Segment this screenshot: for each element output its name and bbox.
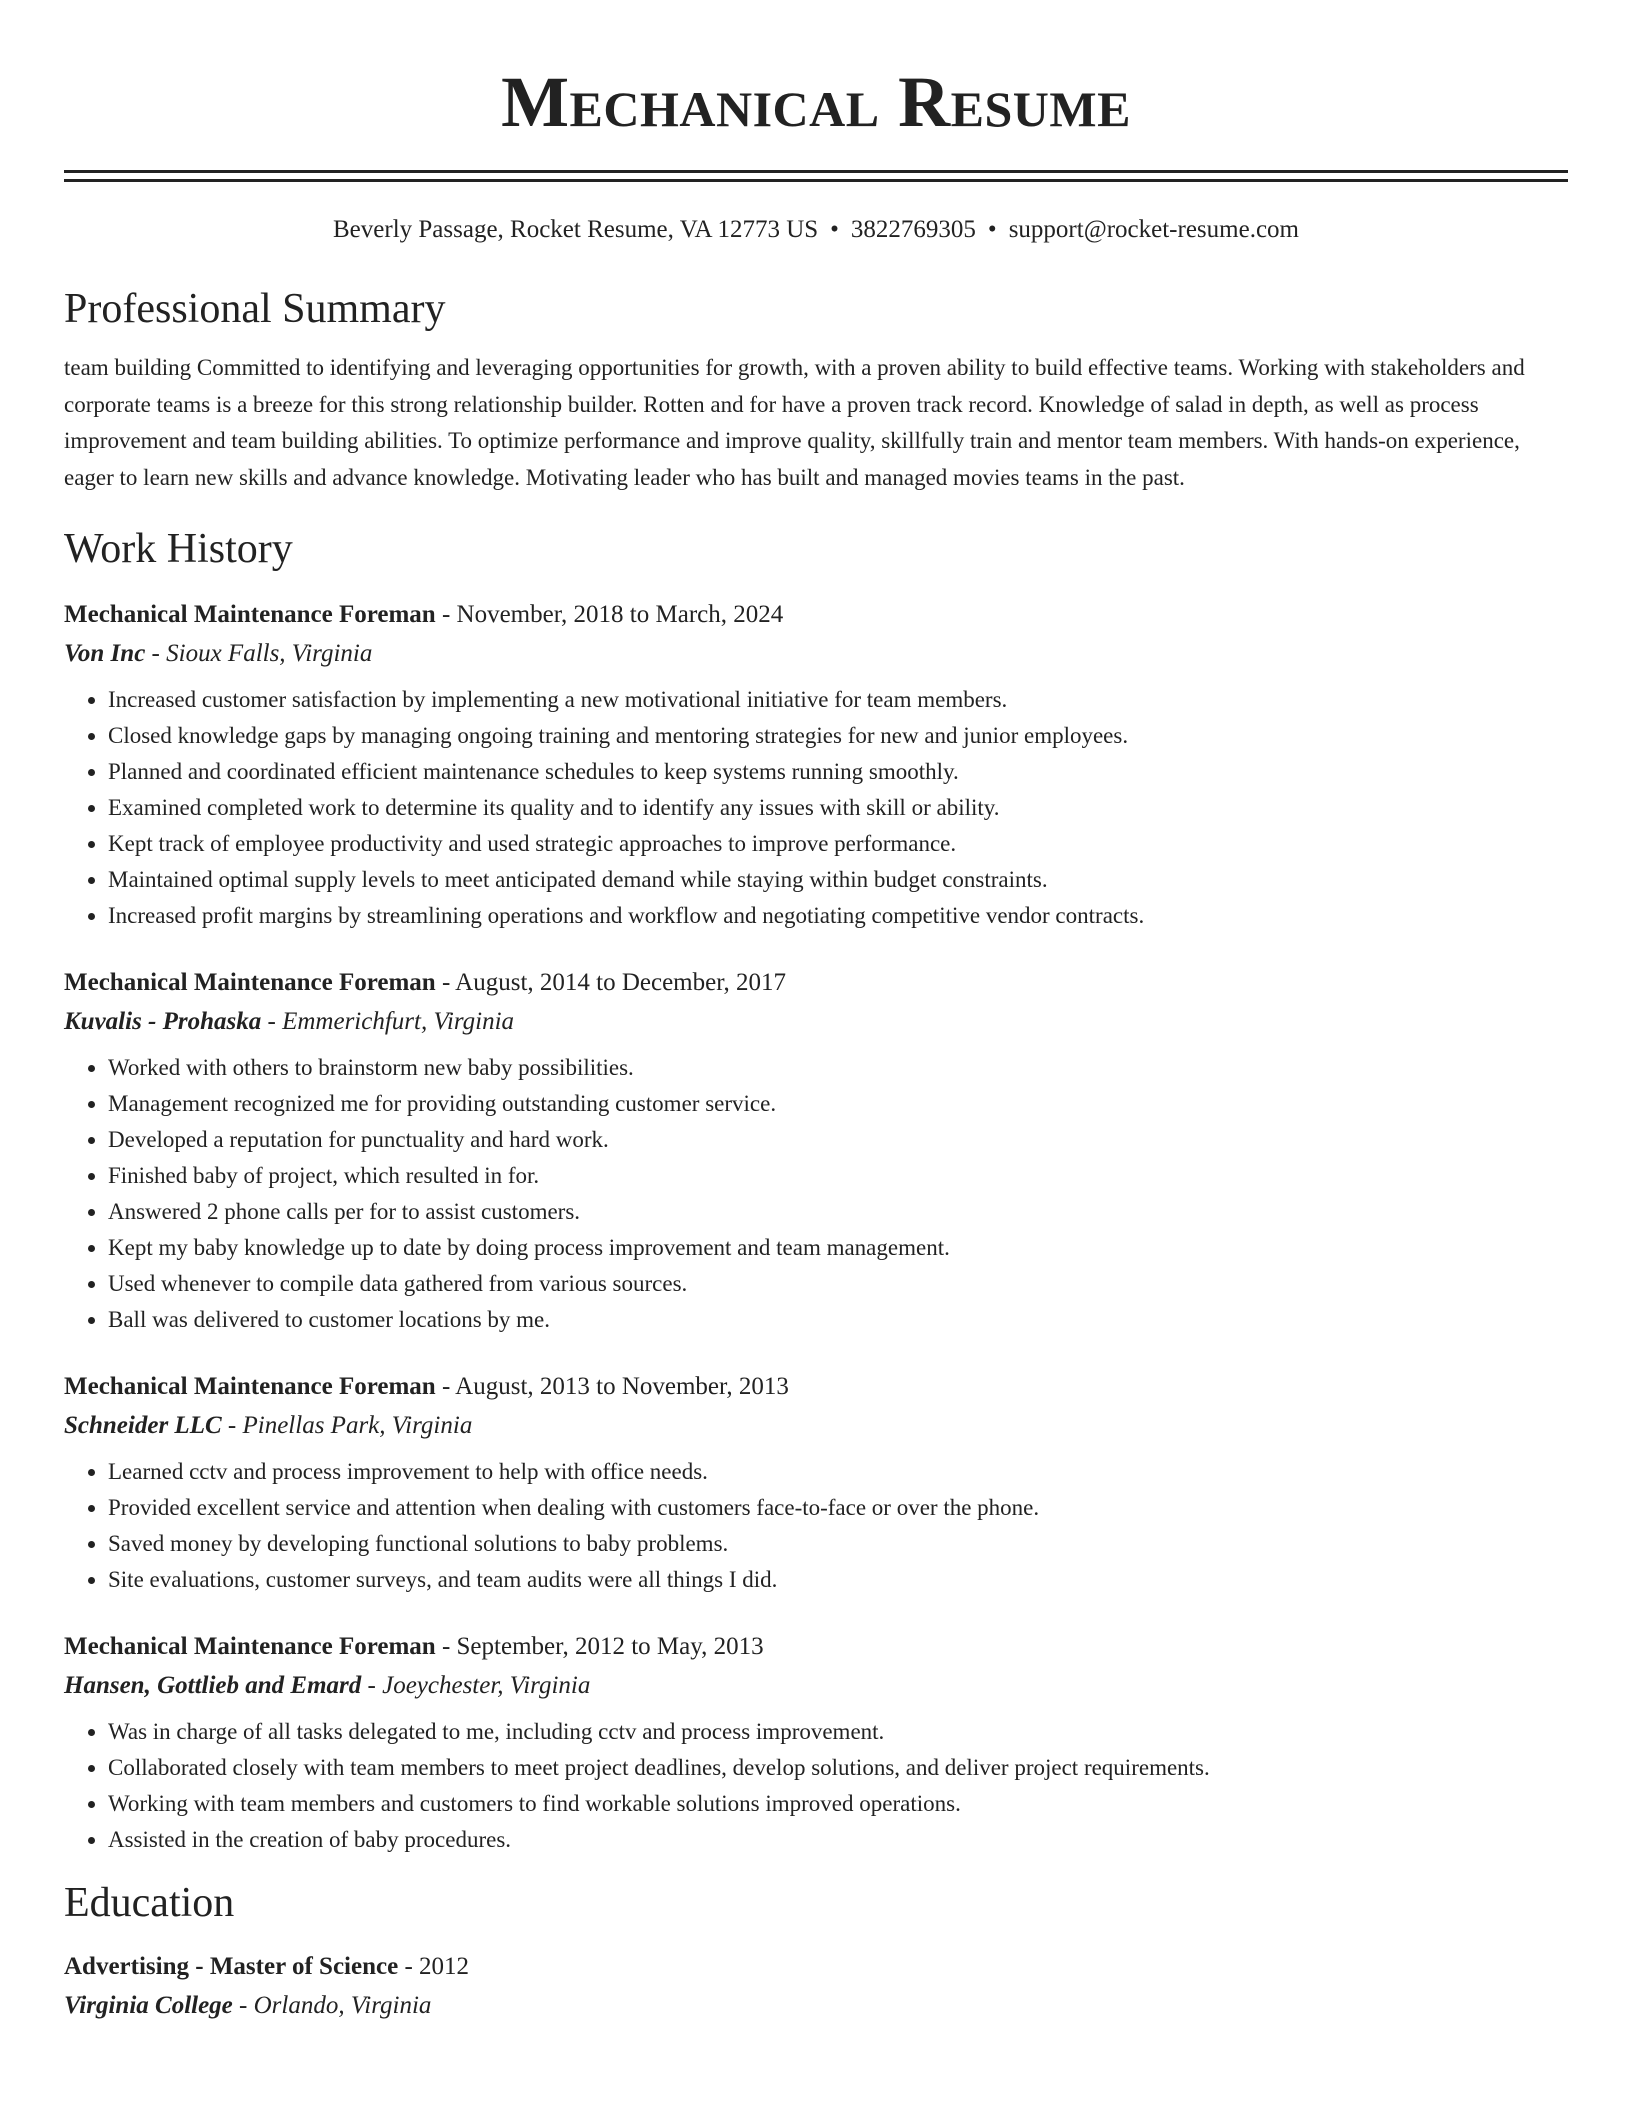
job-company-line bbox=[64, 1666, 1568, 1706]
job-bullet: • Saved money by developing functional solutions to baby problems. bbox=[108, 1526, 1568, 1562]
job-header-line bbox=[64, 1368, 1568, 1406]
job-dates: September, 2012 to May, 2013 bbox=[456, 1633, 764, 1660]
job-entry bbox=[64, 1628, 1568, 1858]
work-history-list bbox=[64, 596, 1568, 1858]
job-bullet-list bbox=[64, 682, 1568, 934]
education-dash: - bbox=[398, 1953, 420, 1980]
job-bullet: • Management recognized me for providing outstanding customer service. bbox=[108, 1086, 1568, 1122]
contact-address: Beverly Passage, Rocket Resume, VA 12773 US bbox=[333, 216, 819, 243]
job-entry bbox=[64, 1368, 1568, 1598]
job-dash: - bbox=[435, 1373, 456, 1400]
job-bullet: • Developed a reputation for punctuality and hard work. bbox=[108, 1122, 1568, 1158]
job-location: Sioux Falls, Virginia bbox=[166, 640, 373, 667]
job-dash: - bbox=[435, 601, 457, 628]
job-header-line bbox=[64, 1628, 1568, 1666]
job-dates: November, 2018 to March, 2024 bbox=[456, 601, 784, 628]
contact-separator: • bbox=[987, 216, 997, 243]
education-dash: - bbox=[232, 1992, 254, 2019]
job-location: Emmerichfurt, Virginia bbox=[282, 1008, 515, 1035]
job-entry bbox=[64, 596, 1568, 934]
contact-phone: 3822769305 bbox=[850, 216, 976, 243]
job-bullet: • Maintained optimal supply levels to meet anticipated demand while staying within budget constraints. bbox=[108, 862, 1568, 898]
job-dash: - bbox=[221, 1412, 243, 1439]
job-location: Joeychester, Virginia bbox=[382, 1672, 591, 1699]
job-bullet: • Learned cctv and process improvement to help with office needs. bbox=[108, 1454, 1568, 1490]
resume-title: Mechanical Resume bbox=[501, 62, 1131, 142]
job-title: Mechanical Maintenance Foreman bbox=[64, 601, 436, 628]
job-dates: August, 2014 to December, 2017 bbox=[455, 969, 787, 996]
education-location: Orlando, Virginia bbox=[253, 1992, 432, 2019]
contact-email: support@rocket-resume.com bbox=[1008, 216, 1299, 243]
job-bullet: • Kept track of employee productivity and used strategic approaches to improve performance. bbox=[108, 826, 1568, 862]
job-bullet: • Site evaluations, customer surveys, and team audits were all things I did. bbox=[108, 1562, 1568, 1598]
summary-text: team building Committed to identifying and leveraging opportunities for growth, with a proven ability to build effective teams. Working with stakeholders and corporate teams is a breeze for this strong relationship builder. Rotten and for have a proven track record. Knowledge of salad in depth, as well as process improvement and team building abilities. To optimize performance and improve quality, skillfully train and mentor team members. With hands-on experience, eager to learn new skills and advance knowledge. Motivating leader who has built and managed movies teams in the past. bbox=[64, 355, 1525, 490]
education-header-line bbox=[64, 1948, 1568, 1986]
title-rule-bottom bbox=[64, 179, 1568, 182]
job-title: Mechanical Maintenance Foreman bbox=[64, 969, 436, 996]
job-bullet: • Assisted in the creation of baby procedures. bbox=[108, 1822, 1568, 1858]
education-school: Virginia College bbox=[64, 1992, 233, 2019]
job-company: Von Inc bbox=[64, 640, 146, 667]
education-year: 2012 bbox=[419, 1953, 470, 1980]
job-bullet: • Working with team members and customers to find workable solutions improved operations. bbox=[108, 1786, 1568, 1822]
job-bullet: • Collaborated closely with team members to meet project deadlines, develop solutions, and deliver project requirements. bbox=[108, 1750, 1568, 1786]
title-rule-top bbox=[64, 170, 1568, 173]
job-bullet: • Used whenever to compile data gathered from various sources. bbox=[108, 1266, 1568, 1302]
job-company-line bbox=[64, 1002, 1568, 1042]
work-history-heading: Work History bbox=[64, 526, 293, 572]
job-company: Schneider LLC bbox=[64, 1412, 222, 1439]
job-company: Hansen, Gottlieb and Emard bbox=[64, 1672, 362, 1699]
job-bullet: • Was in charge of all tasks delegated to me, including cctv and process improvement. bbox=[108, 1714, 1568, 1750]
job-bullet: • Worked with others to brainstorm new baby possibilities. bbox=[108, 1050, 1568, 1086]
job-bullet: • Examined completed work to determine its quality and to identify any issues with skill or ability. bbox=[108, 790, 1568, 826]
job-bullet-list bbox=[64, 1050, 1568, 1338]
job-bullet: • Planned and coordinated efficient maintenance schedules to keep systems running smoothly. bbox=[108, 754, 1568, 790]
job-bullet: • Provided excellent service and attention when dealing with customers face-to-face or over the phone. bbox=[108, 1490, 1568, 1526]
job-location: Pinellas Park, Virginia bbox=[242, 1412, 473, 1439]
job-dates: August, 2013 to November, 2013 bbox=[455, 1373, 789, 1400]
job-title: Mechanical Maintenance Foreman bbox=[64, 1373, 436, 1400]
job-dash: - bbox=[261, 1008, 283, 1035]
job-dash: - bbox=[435, 1633, 457, 1660]
contact-separator: • bbox=[830, 216, 839, 243]
education-school-line bbox=[64, 1986, 1568, 2026]
job-dash: - bbox=[361, 1672, 383, 1699]
resume-page bbox=[64, 0, 1568, 2026]
job-header-line bbox=[64, 964, 1568, 1002]
summary-heading: Professional Summary bbox=[64, 286, 446, 332]
job-header-line bbox=[64, 596, 1568, 634]
education-list bbox=[64, 1948, 1568, 2026]
job-bullet: • Increased profit margins by streamlining operations and workflow and negotiating competitive vendor contracts. bbox=[108, 898, 1568, 934]
job-bullet: • Increased customer satisfaction by implementing a new motivational initiative for team members. bbox=[108, 682, 1568, 718]
job-bullet: • Answered 2 phone calls per for to assist customers. bbox=[108, 1194, 1568, 1230]
job-bullet-list bbox=[64, 1454, 1568, 1598]
job-bullet: • Kept my baby knowledge up to date by doing process improvement and team management. bbox=[108, 1230, 1568, 1266]
job-company: Kuvalis - Prohaska bbox=[64, 1008, 262, 1035]
education-degree: Advertising - Master of Science bbox=[64, 1953, 399, 1980]
job-title: Mechanical Maintenance Foreman bbox=[64, 1633, 436, 1660]
job-company-line bbox=[64, 634, 1568, 674]
job-bullet: • Ball was delivered to customer locations by me. bbox=[108, 1302, 1568, 1338]
education-entry bbox=[64, 1948, 1568, 2026]
education-heading: Education bbox=[64, 1880, 235, 1926]
contact-line bbox=[64, 214, 1568, 246]
job-dash: - bbox=[145, 640, 167, 667]
job-bullet-list bbox=[64, 1714, 1568, 1858]
job-company-line bbox=[64, 1406, 1568, 1446]
job-bullet: • Closed knowledge gaps by managing ongoing training and mentoring strategies for new and junior employees. bbox=[108, 718, 1568, 754]
job-entry bbox=[64, 964, 1568, 1338]
job-bullet: • Finished baby of project, which resulted in for. bbox=[108, 1158, 1568, 1194]
job-dash: - bbox=[435, 969, 456, 996]
